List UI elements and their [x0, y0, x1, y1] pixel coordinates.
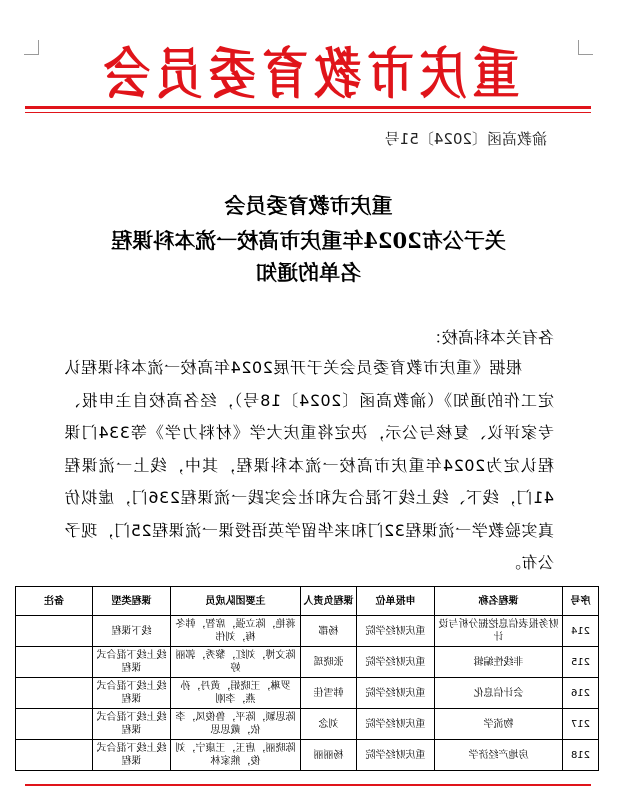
header-cell-lead: 课程负责人: [301, 587, 357, 616]
cell-note: [16, 616, 93, 647]
cell-course-name: 物流学: [435, 709, 563, 740]
cell-note: [16, 740, 93, 771]
red-header-title: 重庆市教育委员会: [97, 41, 520, 106]
cell-team: 罗琳，王晓娟，黄丹，孙燕，李刚: [171, 678, 301, 709]
cell-unit: 重庆财经学院: [357, 740, 435, 771]
table-header-row: [16, 587, 599, 616]
header-cell-course-name: 课程名称: [435, 587, 563, 616]
cell-lead: 杨丽丽: [301, 740, 357, 771]
cell-index: 217: [563, 709, 599, 740]
header-cell-team: 主要团队成员: [171, 587, 301, 616]
cell-lead: 张晓瑶: [301, 647, 357, 678]
document-title-line-2: 关于公布2024年重庆市高校一流本科课程: [111, 228, 506, 253]
cell-unit: 重庆财经学院: [357, 647, 435, 678]
table-row: [16, 678, 599, 709]
table-row: [16, 709, 599, 740]
cell-index: 216: [563, 678, 599, 709]
salutation: 各有关本科高校：: [425, 328, 554, 347]
cell-index: 215: [563, 647, 599, 678]
document-number: 渝教高函〔2024〕51号: [384, 130, 547, 148]
cell-unit: 重庆财经学院: [357, 678, 435, 709]
red-footer-rule: [25, 784, 591, 786]
cell-course-name: 财务报表信息挖掘分析与设计: [435, 616, 563, 647]
cell-team: 蒋艳，陈立强，席智，韩冬梅，刘伟: [171, 616, 301, 647]
body-paragraph: 根据《重庆市教育委员会关于开展2024年高校一流本科课程认定工作的通知》（渝教高函〔2024〕18号），经各高校自主申报、专家评议、复核与公示，决定将重庆大学《材料力学》等334门课程认定为2024年重庆市高校一流本科课程，其中，线上一流课程41门，线下、线上线下混合式和社会实践一流课程236门，虚拟仿真实验教学一流课程32门和来华留学英语授课一流课程25门，现予公布。: [64, 358, 554, 572]
header-cell-note: 备注: [16, 587, 93, 616]
cell-team: 陈晓丽，唐玉，王康宁，刘俊，熊家林: [171, 740, 301, 771]
cell-unit: 重庆财经学院: [357, 616, 435, 647]
cell-note: [16, 647, 93, 678]
cell-type: 线上线下混合式课程: [93, 709, 171, 740]
cell-course-name: 非线性编辑: [435, 647, 563, 678]
table-row: [16, 616, 599, 647]
cell-index: 214: [563, 616, 599, 647]
header-cell-type: 课程类型: [93, 587, 171, 616]
red-header-rule-thin: [25, 112, 591, 113]
table-row: [16, 647, 599, 678]
document-title-line-1: 重庆市教育委员会: [224, 193, 393, 218]
cell-lead: 杨郡: [301, 616, 357, 647]
cell-course-name: 会计信息化: [435, 678, 563, 709]
cell-type: 线上线下混合式课程: [93, 647, 171, 678]
cell-lead: 韩雪佳: [301, 678, 357, 709]
cell-type: 线上线下混合式课程: [93, 678, 171, 709]
crop-mark-right: [24, 40, 39, 55]
table-row: [16, 740, 599, 771]
header-cell-unit: 申报单位: [357, 587, 435, 616]
crop-mark-left: [578, 40, 593, 55]
header-cell-index: 序号: [563, 587, 599, 616]
cell-note: [16, 709, 93, 740]
cell-course-name: 房地产经济学: [435, 740, 563, 771]
cell-note: [16, 678, 93, 709]
cell-type: 线上线下混合式课程: [93, 740, 171, 771]
cell-index: 218: [563, 740, 599, 771]
cell-type: 线下课程: [93, 616, 171, 647]
document-title-line-3: 名单的通知: [256, 260, 361, 285]
course-table: [15, 586, 599, 771]
cell-unit: 重庆财经学院: [357, 709, 435, 740]
cell-team: 陈思颖，陈平，鲁俊凤，李依，戴思思: [171, 709, 301, 740]
red-header-rule-thick: [25, 106, 591, 109]
cell-lead: 刘念: [301, 709, 357, 740]
cell-team: 陈文博，刘红，黎秀，郭丽婷: [171, 647, 301, 678]
